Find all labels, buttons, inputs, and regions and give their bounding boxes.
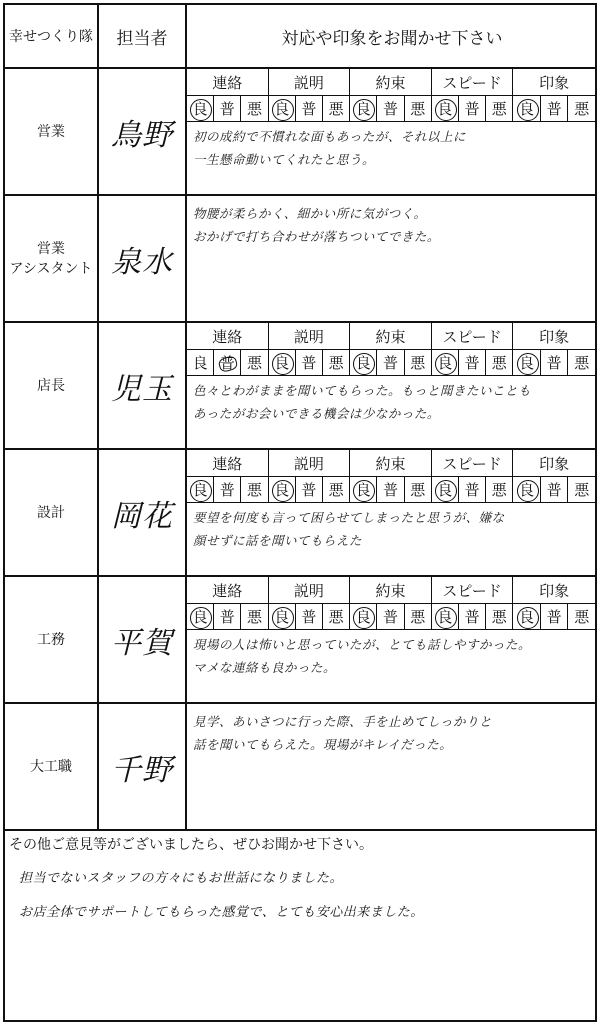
comment-line: 現場の人は怖いと思っていたが、とても話しやすかった。 — [193, 637, 532, 652]
staff-row — [5, 577, 595, 704]
staff-row — [5, 450, 595, 577]
header-team: 幸せつくり隊 — [5, 5, 99, 69]
rating-option[interactable]: 普 — [296, 350, 323, 375]
rating-option[interactable]: 普 — [459, 604, 486, 629]
rating-group — [269, 96, 351, 121]
staff-row — [5, 704, 595, 831]
rating-option[interactable]: 普 — [377, 604, 404, 629]
feedback-cell — [187, 69, 595, 194]
rating-option[interactable]: 良 — [187, 96, 214, 121]
rating-option[interactable]: 悪 — [328, 608, 344, 626]
rating-option[interactable]: 良 — [432, 604, 459, 629]
rating-option[interactable]: 良 — [432, 477, 459, 502]
feedback-cell — [187, 196, 595, 321]
rating-group — [187, 96, 269, 121]
rating-option[interactable]: 良 — [432, 350, 459, 375]
category-header-row — [187, 69, 595, 96]
rating-option[interactable]: 普 — [541, 350, 569, 375]
comment-line: 色々とわがままを聞いてもらった。もっと聞きたいことも — [193, 383, 532, 398]
rating-option[interactable]: 良 — [513, 604, 541, 629]
rating-option[interactable]: 悪 — [574, 608, 590, 626]
rating-option[interactable]: 普 — [541, 604, 569, 629]
rating-option[interactable]: 悪 — [491, 354, 507, 372]
survey-sheet — [3, 3, 597, 1022]
rating-option[interactable]: 良 — [350, 604, 377, 629]
rating-option[interactable]: 良 — [187, 604, 214, 629]
comment-line: 初の成約で不慣れな面もあったが、それ以上に — [193, 129, 466, 144]
rating-group — [513, 477, 595, 502]
rating-group — [513, 96, 595, 121]
comment-line: 一生懸命動いてくれたと思う。 — [193, 152, 376, 167]
rating-option[interactable]: 悪 — [491, 608, 507, 626]
handwritten-comment — [193, 710, 591, 756]
rating-group — [432, 477, 514, 502]
rating-option[interactable]: 悪 — [328, 354, 344, 372]
rating-option[interactable]: 悪 — [247, 100, 263, 118]
person-signature: 岡花 — [99, 450, 187, 575]
other-comments-text — [19, 862, 424, 930]
rating-option[interactable]: 普 — [296, 604, 323, 629]
rating-group — [432, 604, 514, 629]
category-label: 説明 — [269, 323, 351, 349]
person-signature: 泉水 — [99, 196, 187, 321]
comment-line: おかげで打ち合わせが落ちついてできた。 — [193, 229, 440, 244]
rating-group — [432, 96, 514, 121]
other-comment-line: 担当でないスタッフの方々にもお世話になりました。 — [19, 871, 344, 886]
rating-option[interactable]: 普 — [214, 96, 241, 121]
person-signature: 鳥野 — [99, 69, 187, 194]
feedback-cell — [187, 577, 595, 702]
comment-line: あったがお会いできる機会は少なかった。 — [193, 406, 440, 421]
comment-line: 顔せずに話を聞いてもらえた — [193, 533, 363, 548]
person-signature: 千野 — [99, 704, 187, 829]
category-label: 説明 — [269, 69, 351, 95]
category-label: スピード — [432, 69, 514, 95]
rating-group — [350, 350, 432, 375]
category-label: 約束 — [350, 450, 432, 476]
rating-group — [513, 604, 595, 629]
person-signature: 児玉 — [99, 323, 187, 448]
rating-option[interactable]: 普 — [296, 477, 323, 502]
rating-option[interactable]: 普 — [541, 96, 569, 121]
rating-option[interactable]: 良 — [269, 350, 296, 375]
rating-option[interactable]: 普 — [296, 96, 323, 121]
handwritten-comment — [193, 506, 591, 552]
staff-row — [5, 323, 595, 450]
team-name: 営業 アシスタント — [5, 196, 99, 321]
rating-option[interactable]: 悪 — [247, 608, 263, 626]
category-label: 印象 — [539, 73, 570, 92]
rating-option[interactable]: 良 — [513, 477, 541, 502]
category-label: 説明 — [269, 450, 351, 476]
other-comments-prompt: その他ご意見等がございましたら、ぜひお聞かせ下さい。 — [9, 837, 373, 853]
rating-option[interactable]: 悪 — [328, 481, 344, 499]
handwritten-comment — [193, 379, 591, 425]
category-header-row — [187, 577, 595, 604]
rating-option[interactable]: 普 — [214, 477, 241, 502]
rating-option[interactable]: 悪 — [410, 608, 426, 626]
team-name: 店長 — [5, 323, 99, 448]
rating-option[interactable]: 良 — [269, 604, 296, 629]
rating-group — [187, 604, 269, 629]
rating-option[interactable]: 悪 — [574, 354, 590, 372]
rating-option[interactable]: 悪 — [410, 354, 426, 372]
category-label: 約束 — [350, 69, 432, 95]
rating-option[interactable]: 悪 — [247, 481, 263, 499]
person-signature: 平賀 — [99, 577, 187, 702]
category-label: 連絡 — [187, 577, 269, 603]
rating-option[interactable]: 良 — [187, 350, 214, 375]
rating-group — [269, 604, 351, 629]
category-header-row — [187, 323, 595, 350]
category-label: スピード — [432, 577, 514, 603]
rating-group — [432, 350, 514, 375]
rating-row — [187, 350, 595, 376]
rating-option[interactable]: 良 — [432, 96, 459, 121]
category-label: 印象 — [539, 454, 570, 473]
rating-group — [350, 604, 432, 629]
rating-option[interactable]: 良 — [350, 96, 377, 121]
feedback-cell — [187, 704, 595, 829]
team-name: 営業 — [5, 69, 99, 194]
category-label: 連絡 — [187, 450, 269, 476]
rating-group — [187, 350, 269, 375]
category-label: 約束 — [350, 577, 432, 603]
rating-group — [513, 350, 595, 375]
rating-row — [187, 604, 595, 630]
rating-option[interactable]: 良 — [513, 350, 541, 375]
rating-option[interactable]: 普 — [459, 96, 486, 121]
other-comment-line: お店全体でサポートしてもらった感覚で、とても安心出来ました。 — [19, 905, 424, 920]
rating-option[interactable]: 悪 — [410, 100, 426, 118]
rating-option[interactable]: 普 — [214, 350, 241, 375]
rating-group — [350, 96, 432, 121]
feedback-cell — [187, 323, 595, 448]
rating-option[interactable]: 普 — [377, 477, 404, 502]
category-label: 約束 — [350, 323, 432, 349]
rating-option[interactable]: 悪 — [247, 354, 263, 372]
rating-row — [187, 477, 595, 503]
rating-option[interactable]: 悪 — [491, 481, 507, 499]
rating-option[interactable]: 普 — [377, 350, 404, 375]
category-header-row — [187, 450, 595, 477]
rating-option[interactable]: 良 — [513, 96, 541, 121]
category-label: 印象 — [539, 581, 570, 600]
handwritten-comment — [193, 125, 591, 171]
rating-option[interactable]: 良 — [350, 477, 377, 502]
staff-row — [5, 69, 595, 196]
rating-option[interactable]: 良 — [187, 477, 214, 502]
category-label: スピード — [432, 450, 514, 476]
comment-line: 物腰が柔らかく、細かい所に気がつく。 — [193, 206, 427, 221]
rating-group — [269, 350, 351, 375]
staff-row — [5, 196, 595, 323]
comment-line: 見学、あいさつに行った際、手を止めてしっかりと — [193, 714, 493, 729]
other-comments-section — [5, 830, 595, 1020]
comment-line: マメな連絡も良かった。 — [193, 660, 337, 675]
rating-option[interactable]: 悪 — [574, 100, 590, 118]
header-person: 担当者 — [99, 5, 187, 69]
rating-option[interactable]: 普 — [459, 350, 486, 375]
rating-group — [350, 477, 432, 502]
rating-group — [269, 477, 351, 502]
rating-row — [187, 96, 595, 122]
rating-group — [187, 477, 269, 502]
rating-option[interactable]: 悪 — [328, 100, 344, 118]
rating-option[interactable]: 普 — [214, 604, 241, 629]
comment-line: 要望を何度も言って困らせてしまったと思うが、嫌な — [193, 510, 505, 525]
rating-option[interactable]: 普 — [377, 96, 404, 121]
category-label: 連絡 — [187, 69, 269, 95]
rating-option[interactable]: 良 — [269, 477, 296, 502]
header-feedback: 対応や印象をお聞かせ下さい — [187, 5, 597, 69]
team-name: 工務 — [5, 577, 99, 702]
team-name: 大工職 — [5, 704, 99, 829]
rating-option[interactable]: 普 — [459, 477, 486, 502]
team-name: 設計 — [5, 450, 99, 575]
rating-option[interactable]: 普 — [541, 477, 569, 502]
category-label: 印象 — [539, 327, 570, 346]
rating-option[interactable]: 良 — [269, 96, 296, 121]
handwritten-comment — [193, 633, 591, 679]
feedback-cell — [187, 450, 595, 575]
rating-option[interactable]: 悪 — [574, 481, 590, 499]
rating-option[interactable]: 悪 — [410, 481, 426, 499]
category-label: スピード — [432, 323, 514, 349]
comment-line: 話を聞いてもらえた。現場がキレイだった。 — [193, 737, 453, 752]
rating-option[interactable]: 悪 — [491, 100, 507, 118]
category-label: 連絡 — [187, 323, 269, 349]
category-label: 説明 — [269, 577, 351, 603]
rating-option[interactable]: 良 — [350, 350, 377, 375]
handwritten-comment — [193, 202, 591, 248]
